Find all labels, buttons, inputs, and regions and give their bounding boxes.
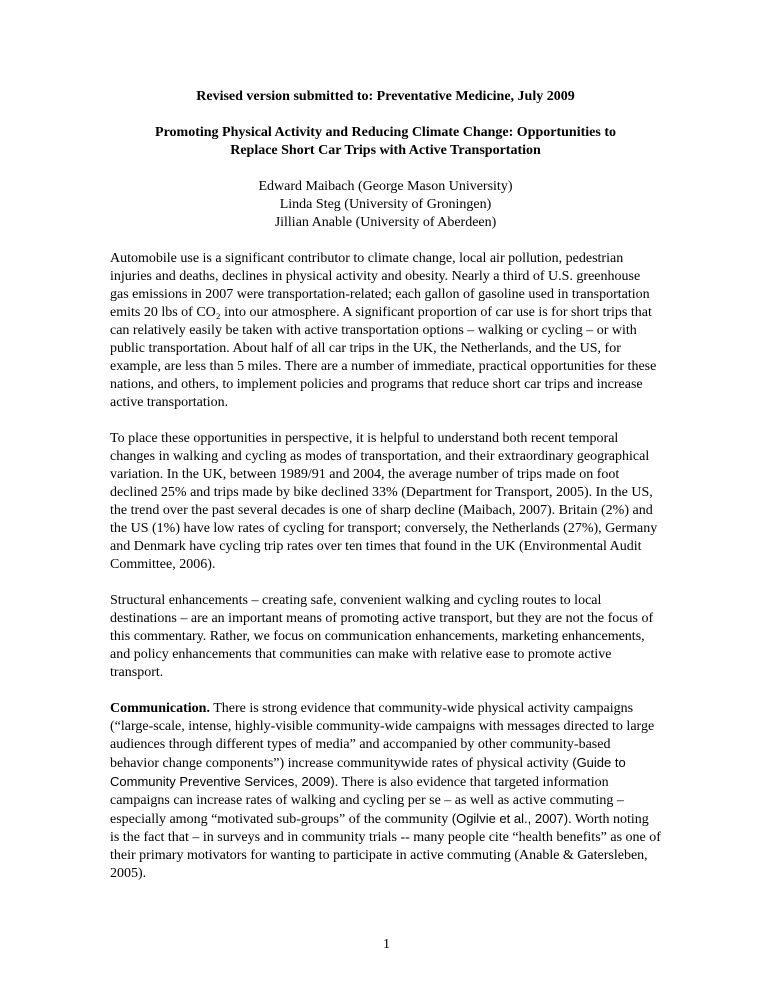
page-number: 1 (383, 937, 390, 952)
paragraph-2 (110, 430, 661, 574)
paragraph-4-citation-1: (Guide to Community Preventive Services, 2009) (110, 755, 626, 789)
paragraph-4-segment-3: . Worth noting is the fact that – in surveys and in community trials -- many people cite “health benefits” as one of their primary motivators for wanting to participate in active commuting (Anable & Gatersleben, 2005). (110, 812, 661, 881)
paper-title-line-2: Replace Short Car Trips with Active Transportation (230, 143, 541, 158)
paragraph-2-text: To place these opportunities in perspective, it is helpful to understand both recent temporal changes in walking and cycling as modes of transportation, and their extraordinary geographical variation. In the UK, between 1989/91 and 2004, the average number of trips made on foot declined 25% and trips made by bike declined 33% (Department for Transport, 2005). In the US, the trend over the past several decades is one of sharp decline (Maibach, 2007). Britain (2%) and the US (1%) have low rates of cycling for transport; conversely, the Netherlands (27%), Germany and Denmark have cycling trip rates over ten times that found in the UK (Environmental Audit Committee, 2006). (110, 431, 658, 572)
paragraph-1 (110, 250, 661, 412)
paper-title (110, 124, 661, 160)
paragraph-4 (110, 700, 661, 883)
author-line-2: Linda Steg (University of Groningen) (279, 197, 492, 212)
paragraph-4-citation-2: (Ogilvie et al., 2007) (451, 811, 569, 826)
author-list (110, 178, 661, 232)
paragraph-1-text: Automobile use is a significant contributor to climate change, local air pollution, pedestrian injuries and deaths, declines in physical activity and obesity. Nearly a third of U.S. greenhouse gas emissions in 2007 were transportation-related; each gallon of gasoline used in transportation emits 20 lbs of CO₂ into our atmosphere. A significant proportion of car use is for short trips that can relatively easily be taken with active transportation options – walking or cycling – or with public transportation. About half of all car trips in the UK, the Netherlands, and the US, for example, are less than 5 miles. There are a number of immediate, practical opportunities for these nations, and others, to implement policies and programs that reduce short car trips and increase active transportation. (110, 251, 657, 410)
author-line-1: Edward Maibach (George Mason University) (258, 179, 513, 194)
submission-note: Revised version submitted to: Preventative Medicine, July 2009 (196, 89, 575, 104)
paragraph-3 (110, 592, 661, 682)
paragraph-4-lead: Communication. (110, 701, 210, 716)
paragraph-4-segment-1: There is strong evidence that community-wide physical activity campaigns (“large-scale, intense, highly-visible community-wide campaigns with messages directed to large audiences through different types of media” and accompanied by other community-based behavior change components”) increase communitywide rates of physical activity (110, 701, 655, 771)
paragraph-3-text: Structural enhancements – creating safe, convenient walking and cycling routes to local destinations – are an important means of promoting active transport, but they are not the focus of this commentary. Rather, we focus on communication enhancements, marketing enhancements, and policy enhancements that communities can make with relative ease to promote active transport. (110, 593, 654, 680)
paper-title-line-1: Promoting Physical Activity and Reducing Climate Change: Opportunities to (155, 125, 616, 140)
author-line-3: Jillian Anable (University of Aberdeen) (274, 215, 497, 230)
paragraph-4-segment-2: . There is also evidence that targeted information campaigns can increase rates of walking and cycling per se – as well as active commuting – especially among “motivated sub-groups” of the community (110, 775, 624, 827)
